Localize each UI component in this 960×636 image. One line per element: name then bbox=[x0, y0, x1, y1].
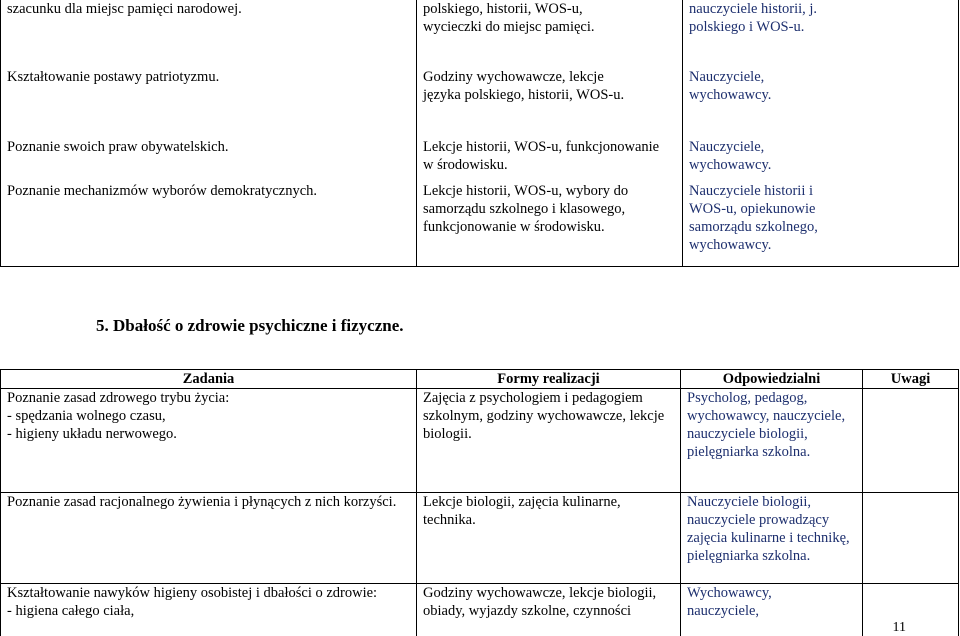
cell-zadania: Poznanie swoich praw obywatelskich. bbox=[1, 138, 417, 182]
cell-odpowiedzialni: nauczyciele historii, j. polskiego i WOS-u. bbox=[683, 0, 959, 68]
cell-formy: Lekcje biologii, zajęcia kulinarne, technika. bbox=[417, 493, 681, 584]
header-odpowiedzialni: Odpowiedzialni bbox=[681, 370, 863, 389]
cell-formy: Lekcje historii, WOS-u, wybory do samorządu szkolnego i klasowego, funkcjonowanie w środowisku. bbox=[417, 182, 683, 266]
task-line: - higieny układu nerwowego. bbox=[7, 426, 177, 442]
cell-zadania bbox=[1, 584, 417, 636]
table-row bbox=[1, 0, 959, 68]
task-line: Kształtowanie nawyków higieny osobistej i dbałości o zdrowie: bbox=[7, 585, 378, 601]
page-number: 11 bbox=[892, 620, 906, 635]
table-row bbox=[1, 68, 959, 138]
table-top bbox=[0, 0, 959, 267]
cell-zadania bbox=[1, 493, 417, 584]
table-header-row bbox=[1, 370, 959, 389]
section-heading: 5. Dbałość o zdrowie psychiczne i fizyczne. bbox=[96, 316, 404, 335]
cell-odpowiedzialni: Nauczyciele historii i WOS-u, opiekunowie samorządu szkolnego, wychowawcy. bbox=[683, 182, 959, 266]
task-line: - higiena całego ciała, bbox=[7, 603, 135, 619]
table-row bbox=[1, 182, 959, 266]
cell-zadania bbox=[1, 389, 417, 493]
cell-formy: Lekcje historii, WOS-u, funkcjonowanie w środowisku. bbox=[417, 138, 683, 182]
cell-uwagi bbox=[863, 389, 959, 493]
task-line: - spędzania wolnego czasu, bbox=[7, 408, 166, 424]
cell-odpowiedzialni: Nauczyciele, wychowawcy. bbox=[683, 138, 959, 182]
task-line: Poznanie zasad racjonalnego żywienia i płynących z nich korzyści. bbox=[7, 494, 397, 510]
cell-odpowiedzialni: Wychowawcy, nauczyciele, bbox=[681, 584, 863, 636]
header-zadania: Zadania bbox=[1, 370, 417, 389]
cell-formy: Zajęcia z psychologiem i pedagogiem szkolnym, godziny wychowawcze, lekcje biologii. bbox=[417, 389, 681, 493]
task-line: Poznanie zasad zdrowego trybu życia: bbox=[7, 390, 230, 406]
cell-uwagi bbox=[863, 493, 959, 584]
cell-formy: Godziny wychowawcze, lekcje biologii, obiady, wyjazdy szkolne, czynności bbox=[417, 584, 681, 636]
table-row bbox=[1, 584, 959, 636]
table-row bbox=[1, 493, 959, 584]
cell-odpowiedzialni: Psycholog, pedagog, wychowawcy, nauczyciele, nauczyciele biologii, pielęgniarka szkolna. bbox=[681, 389, 863, 493]
cell-odpowiedzialni: Nauczyciele, wychowawcy. bbox=[683, 68, 959, 138]
cell-zadania: Poznanie mechanizmów wyborów demokratycznych. bbox=[1, 182, 417, 266]
cell-formy: Godziny wychowawcze, lekcje języka polskiego, historii, WOS-u. bbox=[417, 68, 683, 138]
table-row bbox=[1, 138, 959, 182]
cell-formy: polskiego, historii, WOS-u, wycieczki do miejsc pamięci. bbox=[417, 0, 683, 68]
cell-uwagi bbox=[863, 584, 959, 636]
cell-zadania: szacunku dla miejsc pamięci narodowej. bbox=[1, 0, 417, 68]
header-uwagi: Uwagi bbox=[863, 370, 959, 389]
header-formy: Formy realizacji bbox=[417, 370, 681, 389]
table-health bbox=[0, 369, 959, 636]
cell-odpowiedzialni: Nauczyciele biologii, nauczyciele prowadzący zajęcia kulinarne i technikę, pielęgniarka szkolna. bbox=[681, 493, 863, 584]
table-row bbox=[1, 389, 959, 493]
cell-zadania: Kształtowanie postawy patriotyzmu. bbox=[1, 68, 417, 138]
